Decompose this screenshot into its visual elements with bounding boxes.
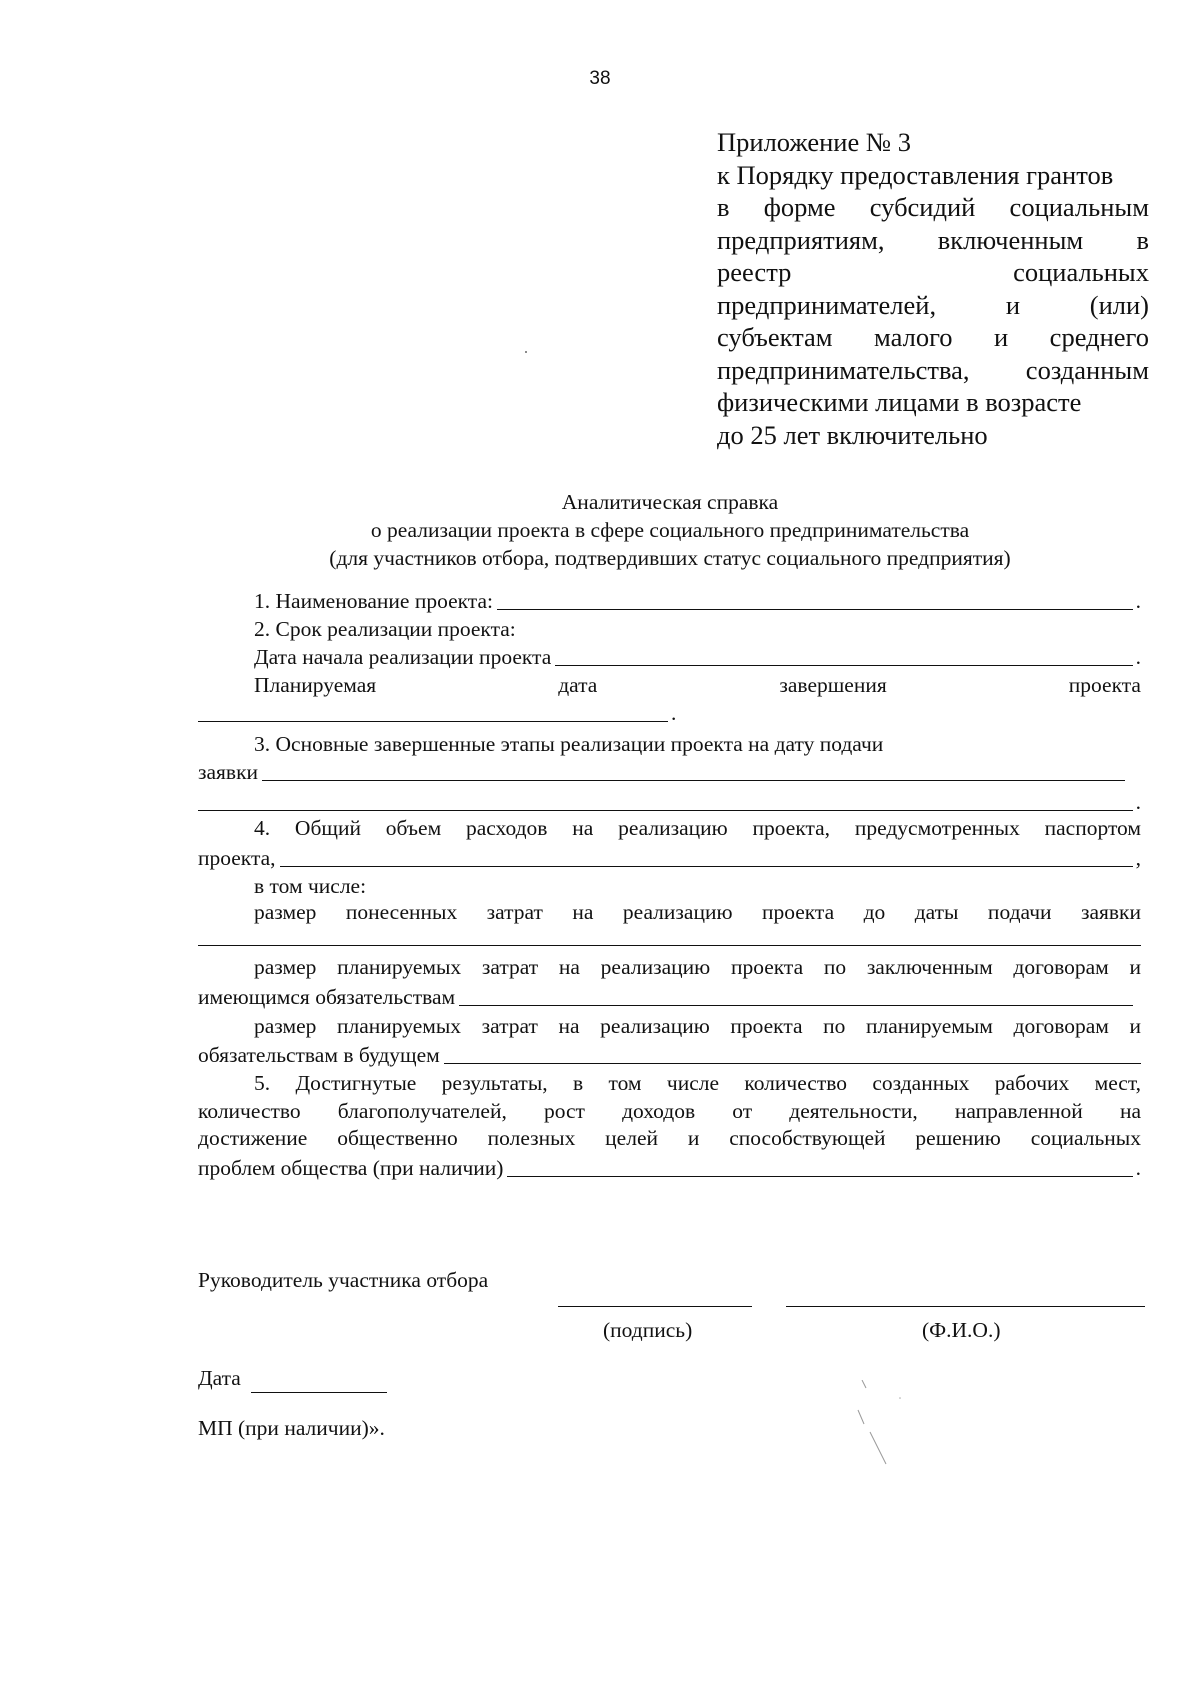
planned-contracts-row — [198, 982, 1141, 1010]
stages-label: заявки — [198, 760, 259, 784]
stages-row-2 — [198, 757, 1141, 785]
period-label: 2. Срок реализации проекта: — [254, 617, 516, 641]
full-name-field[interactable] — [786, 1306, 1145, 1307]
appendix-header — [717, 126, 1149, 451]
planned-end-word: дата — [558, 673, 598, 697]
punct-period: . — [671, 701, 677, 725]
appendix-line: реестр социальных — [717, 257, 1149, 287]
planned-end-word: завершения — [779, 673, 887, 697]
expenses-row-2 — [198, 843, 1141, 871]
appendix-line: в форме субсидий социальным — [717, 192, 1149, 222]
results-field[interactable] — [507, 1156, 1132, 1177]
page-number: 38 — [589, 68, 611, 89]
expenses-label: проекта, — [198, 845, 276, 870]
appendix-line: до 25 лет включительно — [717, 419, 988, 450]
incurred-costs-field[interactable] — [198, 925, 1141, 946]
start-date-field[interactable] — [555, 645, 1132, 666]
planned-end-word: Планируемая — [254, 673, 377, 697]
project-name-field[interactable] — [497, 589, 1133, 610]
document-title — [0, 488, 1200, 572]
appendix-line: предприятиям, включенным в — [717, 224, 1149, 255]
appendix-line: субъектам малого и среднего — [717, 322, 1149, 352]
appendix-line: предпринимателей, и (или) — [717, 289, 1149, 320]
stamp-label: МП (при наличии)». — [198, 1416, 385, 1440]
stages-row-3 — [198, 785, 1141, 815]
planned-contracts-label-2: имеющимся обязательствам — [198, 984, 456, 1009]
planned-end-field-row — [198, 698, 1141, 726]
date-label: Дата — [198, 1366, 241, 1390]
title-line-1: Аналитическая справка — [561, 490, 779, 514]
incurred-costs-row — [198, 926, 1141, 950]
full-name-caption: (Ф.И.О.) — [922, 1318, 1001, 1342]
punct-comma: , — [1135, 845, 1141, 870]
signature-field[interactable] — [558, 1306, 752, 1307]
appendix-line: физическими лицами в возрасте — [717, 387, 1082, 417]
planned-end-row — [198, 670, 1141, 698]
start-date-label: Дата начала реализации проекта — [254, 645, 552, 669]
results-line: достижение общественно полезных целей и способствующей решению социальных — [198, 1126, 1141, 1150]
project-name-label: 1. Наименование проекта: — [254, 589, 493, 613]
stages-label: 3. Основные завершенные этапы реализации проекта на дату подачи — [254, 732, 884, 756]
head-label: Руководитель участника отбора — [198, 1268, 489, 1292]
stages-field[interactable] — [262, 760, 1125, 781]
signature-caption: (подпись) — [603, 1318, 693, 1342]
expenses-row: 4. Общий объем расходов на реализацию проекта, предусмотренных паспортом — [254, 816, 1141, 840]
appendix-title: Приложение № 3 — [717, 127, 912, 157]
appendix-line: к Порядку предоставления грантов — [717, 159, 1114, 190]
results-line: 5. Достигнутые результаты, в том числе количество созданных рабочих мест, — [254, 1071, 1141, 1095]
title-line-2: о реализации проекта в сфере социального предпринимательства — [370, 518, 970, 542]
planned-contracts-label: размер планируемых затрат на реализацию проекта по заключенным договорам и — [254, 955, 1141, 979]
including-row — [198, 871, 1141, 899]
punct-period: . — [1135, 790, 1141, 814]
results-line: количество благополучателей, рост доходов от деятельности, направленной на — [198, 1098, 1141, 1123]
punct-period: . — [1135, 645, 1141, 669]
punct-period: . — [1135, 589, 1141, 613]
scan-dot — [524, 350, 528, 354]
start-date-row — [198, 642, 1141, 670]
stages-field-continued[interactable] — [198, 790, 1133, 811]
planned-future-field[interactable] — [444, 1043, 1141, 1064]
planned-contracts-field[interactable] — [459, 985, 1133, 1006]
project-name-row — [198, 586, 1141, 614]
stages-row — [198, 729, 1141, 757]
punct-period: . — [1135, 1155, 1141, 1180]
planned-future-row — [198, 1040, 1141, 1068]
period-row — [198, 614, 1141, 642]
planned-end-word: проекта — [1068, 673, 1141, 697]
appendix-line: предпринимательства, созданным — [717, 354, 1149, 385]
incurred-costs-label: размер понесенных затрат на реализацию проекта до даты подачи заявки — [254, 899, 1141, 924]
results-label: проблем общества (при наличии) — [198, 1155, 504, 1180]
planned-future-label-2: обязательствам в будущем — [198, 1043, 440, 1067]
including-label: в том числе: — [254, 873, 367, 898]
scan-artifact — [840, 1380, 920, 1480]
report-form — [198, 586, 1141, 1181]
title-line-3: (для участников отбора, подтвердивших статус социального предприятия) — [329, 546, 1011, 570]
planned-end-date-field[interactable] — [198, 701, 668, 722]
planned-future-label: размер планируемых затрат на реализацию проекта по планируемым договорам и — [254, 1013, 1141, 1038]
total-expenses-field[interactable] — [280, 846, 1133, 867]
date-field[interactable] — [251, 1392, 387, 1393]
results-row — [198, 1153, 1141, 1181]
